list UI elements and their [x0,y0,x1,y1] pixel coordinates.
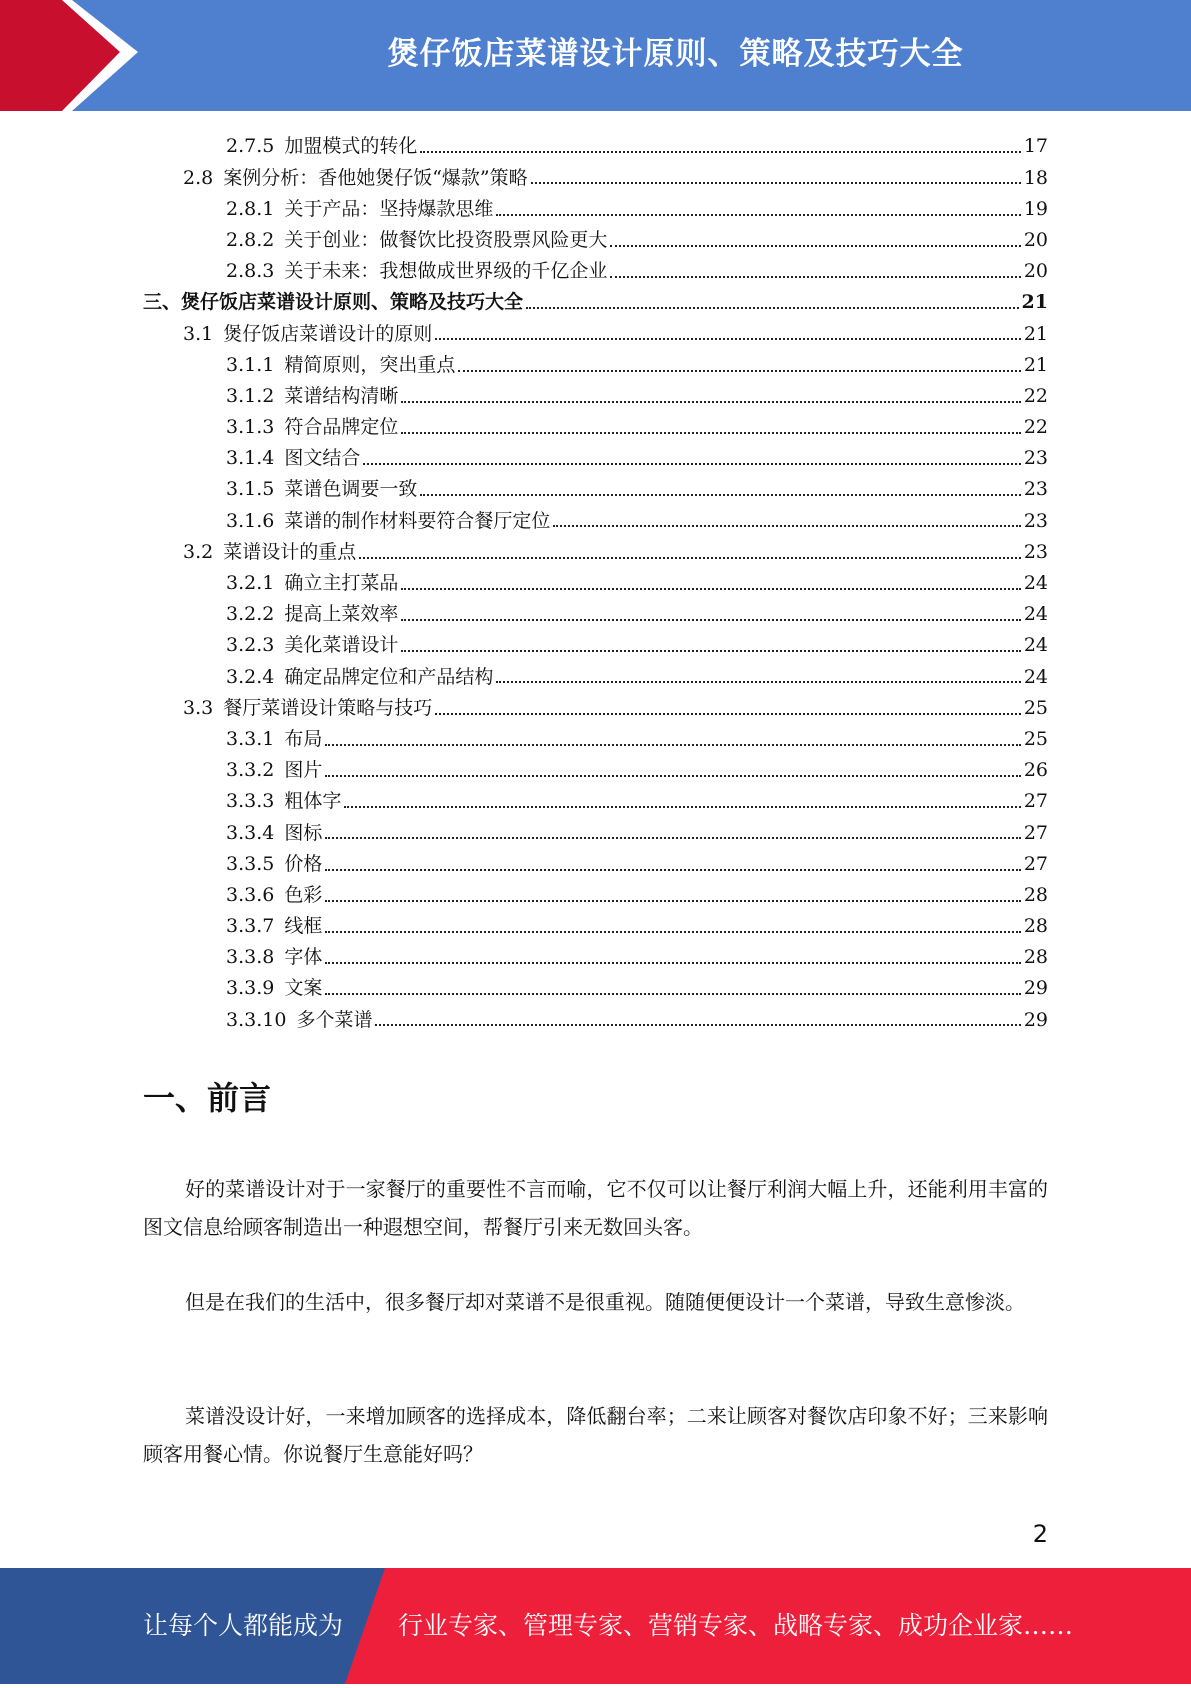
toc-dot-leader [363,463,1020,465]
toc-entry-number: 3.3.7 [226,915,275,938]
toc-dot-leader [526,307,1019,309]
toc-entry[interactable] [143,751,1048,782]
toc-entry-page: 23 [1023,478,1048,501]
toc-entry[interactable] [143,876,1048,907]
toc-entry-title: 菜谱结构清晰 [284,384,399,407]
page-header [0,0,1191,111]
footer-slogan-right: 行业专家、管理专家、营销专家、战略专家、成功企业家…… [398,1611,1074,1640]
toc-entry[interactable] [143,189,1048,220]
toc-entry-number: 2.8 [183,166,214,189]
toc-entry-page: 27 [1023,790,1048,813]
toc-entry[interactable] [143,127,1048,158]
toc-dot-leader [325,993,1020,995]
toc-dot-leader [401,588,1020,590]
toc-entry-title: 线框 [284,915,323,938]
toc-entry-title: 确立主打菜品 [284,572,399,595]
toc-dot-leader [325,744,1020,746]
toc-entry-title: 加盟模式的转化 [284,135,418,158]
toc-entry[interactable] [143,688,1048,719]
toc-entry-number: 3.3.10 [226,1008,287,1031]
toc-entry-page: 20 [1023,260,1048,283]
toc-entry-page: 22 [1023,384,1048,407]
toc-entry-title: 关于创业：做餐饮比投资股票风险更大 [284,228,608,251]
toc-entry-title: 精简原则，突出重点 [284,353,456,376]
toc-dot-leader [325,775,1020,777]
toc-entry-number: 2.7.5 [226,135,275,158]
toc-entry-number: 3.3.4 [226,821,275,844]
toc-entry[interactable] [143,657,1048,688]
paragraph-3: 菜谱没设计好，一来增加顾客的选择成本，降低翻台率；二来让顾客对餐饮店印象不好；三来影响顾客用餐心情。你说餐厅生意能好吗？ [143,1404,1048,1466]
toc-entry-number: 3.2.1 [226,572,275,595]
toc-dot-leader [435,338,1021,340]
page-number: 2 [1032,1520,1048,1548]
toc-entry-page: 21 [1021,291,1048,314]
toc-entry-number: 3.3.6 [226,883,275,906]
toc-entry-number: 3.2 [183,540,214,563]
toc-entry-page: 18 [1023,166,1048,189]
toc-entry[interactable] [143,907,1048,938]
toc-entry-number: 3.1.1 [226,353,275,376]
toc-entry-page: 21 [1023,353,1048,376]
toc-entry-number: 2.8.2 [226,228,275,251]
toc-entry-page: 22 [1023,416,1048,439]
toc-entry-page: 23 [1023,447,1048,470]
toc-dot-leader [496,681,1020,683]
toc-entry-title: 价格 [284,852,323,875]
toc-dot-leader [435,713,1021,715]
toc-entry[interactable] [143,626,1048,657]
toc-entry-title: 色彩 [284,883,323,906]
header-title: 煲仔饭店菜谱设计原则、策略及技巧大全 [387,35,964,72]
toc-entry-title: 字体 [284,946,323,969]
toc-entry[interactable] [143,221,1048,252]
toc-entry[interactable] [143,377,1048,408]
toc-dot-leader [325,900,1020,902]
table-of-contents [143,127,1048,1031]
toc-entry-number: 3.3.9 [226,977,275,1000]
toc-dot-leader [553,525,1020,527]
toc-entry-title: 关于未来：我想做成世界级的千亿企业 [284,260,608,283]
toc-entry-number: 3.2.2 [226,603,275,626]
toc-dot-leader [420,494,1020,496]
toc-dot-leader [401,432,1020,434]
toc-entry-page: 27 [1023,821,1048,844]
toc-entry[interactable] [143,345,1048,376]
toc-entry[interactable] [143,408,1048,439]
toc-entry-page: 20 [1023,228,1048,251]
toc-entry[interactable] [143,564,1048,595]
toc-entry-page: 28 [1023,883,1048,906]
footer-slogan-left: 让每个人都能成为 [143,1611,344,1640]
toc-entry-title: 案例分析：香他她煲仔饭“爆款”策略 [223,166,528,189]
toc-entry-page: 24 [1023,665,1048,688]
toc-entry[interactable] [143,969,1048,1000]
section-heading: 一、前言 [143,1079,272,1117]
toc-entry-page: 25 [1023,727,1048,750]
toc-entry-title: 煲仔饭店菜谱设计的原则 [223,322,433,345]
header-arrow-decoration [0,0,170,111]
toc-entry-title: 图文结合 [284,447,361,470]
toc-entry-number: 3.3.1 [226,727,275,750]
toc-entry[interactable] [143,1000,1048,1031]
toc-entry[interactable] [143,938,1048,969]
toc-entry[interactable] [143,501,1048,532]
toc-dot-leader [531,182,1021,184]
paragraph-2: 但是在我们的生活中，很多餐厅却对菜谱不是很重视。随随便便设计一个菜谱，导致生意惨淡。 [185,1290,1025,1314]
toc-entry-title: 提高上菜效率 [284,603,399,626]
toc-entry[interactable] [143,720,1048,751]
toc-dot-leader [325,869,1020,871]
toc-entry-page: 24 [1023,603,1048,626]
toc-entry-page: 17 [1023,135,1048,158]
toc-entry-number: 3.1.2 [226,384,275,407]
toc-entry-number: 3.2.3 [226,634,275,657]
toc-dot-leader [359,557,1021,559]
toc-entry-page: 21 [1023,322,1048,345]
toc-dot-leader [610,245,1020,247]
toc-entry-title: 图片 [284,759,323,782]
toc-entry[interactable] [143,158,1048,189]
toc-entry-title: 美化菜谱设计 [284,634,399,657]
toc-dot-leader [325,837,1020,839]
toc-entry-number: 3.1.6 [226,509,275,532]
toc-dot-leader [325,962,1020,964]
toc-entry[interactable] [143,314,1048,345]
toc-entry-number: 3.3.3 [226,790,275,813]
toc-entry-number: 3.2.4 [226,665,275,688]
toc-entry-title: 餐厅菜谱设计策略与技巧 [223,696,433,719]
toc-entry-number: 3.3.2 [226,759,275,782]
toc-entry-page: 26 [1023,759,1048,782]
toc-entry-number: 3.1 [183,322,214,345]
toc-entry-number: 2.8.3 [226,260,275,283]
toc-entry-title: 布局 [284,727,323,750]
toc-dot-leader [401,650,1020,652]
toc-dot-leader [610,276,1020,278]
toc-entry[interactable] [143,470,1048,501]
toc-entry[interactable] [143,782,1048,813]
toc-entry[interactable] [143,252,1048,283]
toc-entry-title: 多个菜谱 [296,1008,373,1031]
toc-entry-title: 图标 [284,821,323,844]
toc-entry-title: 菜谱的制作材料要符合餐厅定位 [284,509,551,532]
toc-entry-page: 28 [1023,946,1048,969]
toc-entry-number: 3.1.5 [226,478,275,501]
toc-entry-title: 菜谱设计的重点 [223,540,357,563]
toc-entry-number: 3.3 [183,696,214,719]
toc-entry[interactable] [143,844,1048,875]
toc-entry-page: 24 [1023,634,1048,657]
toc-dot-leader [401,401,1020,403]
toc-dot-leader [401,619,1020,621]
toc-entry-title: 三、煲仔饭店菜谱设计原则、策略及技巧大全 [143,291,524,314]
toc-entry-page: 29 [1023,977,1048,1000]
toc-dot-leader [375,1024,1020,1026]
toc-entry-page: 19 [1023,197,1048,220]
toc-dot-leader [325,931,1020,933]
toc-entry[interactable] [143,439,1048,470]
toc-entry[interactable] [143,283,1048,314]
toc-entry-number: 2.8.1 [226,197,275,220]
toc-dot-leader [458,370,1020,372]
toc-entry-page: 24 [1023,572,1048,595]
toc-entry-page: 23 [1023,540,1048,563]
toc-entry[interactable] [143,532,1048,563]
toc-dot-leader [344,806,1020,808]
toc-entry-number: 3.1.3 [226,416,275,439]
toc-entry-title: 粗体字 [284,790,342,813]
toc-entry-title: 文案 [284,977,323,1000]
toc-entry-page: 23 [1023,509,1048,532]
toc-entry[interactable] [143,813,1048,844]
toc-dot-leader [496,214,1020,216]
toc-dot-leader [420,151,1020,153]
toc-entry-page: 28 [1023,915,1048,938]
toc-entry-number: 3.1.4 [226,447,275,470]
toc-entry-title: 确定品牌定位和产品结构 [284,665,494,688]
toc-entry-page: 27 [1023,852,1048,875]
toc-entry-title: 关于产品：坚持爆款思维 [284,197,494,220]
paragraph-1: 好的菜谱设计对于一家餐厅的重要性不言而喻，它不仅可以让餐厅利润大幅上升，还能利用丰富的图文信息给顾客制造出一种遐想空间，帮餐厅引来无数回头客。 [143,1177,1048,1239]
toc-entry-title: 菜谱色调要一致 [284,478,418,501]
toc-entry-page: 25 [1023,696,1048,719]
toc-entry-number: 3.3.5 [226,852,275,875]
toc-entry-number: 3.3.8 [226,946,275,969]
toc-entry-title: 符合品牌定位 [284,416,399,439]
toc-entry[interactable] [143,595,1048,626]
toc-entry-page: 29 [1023,1008,1048,1031]
